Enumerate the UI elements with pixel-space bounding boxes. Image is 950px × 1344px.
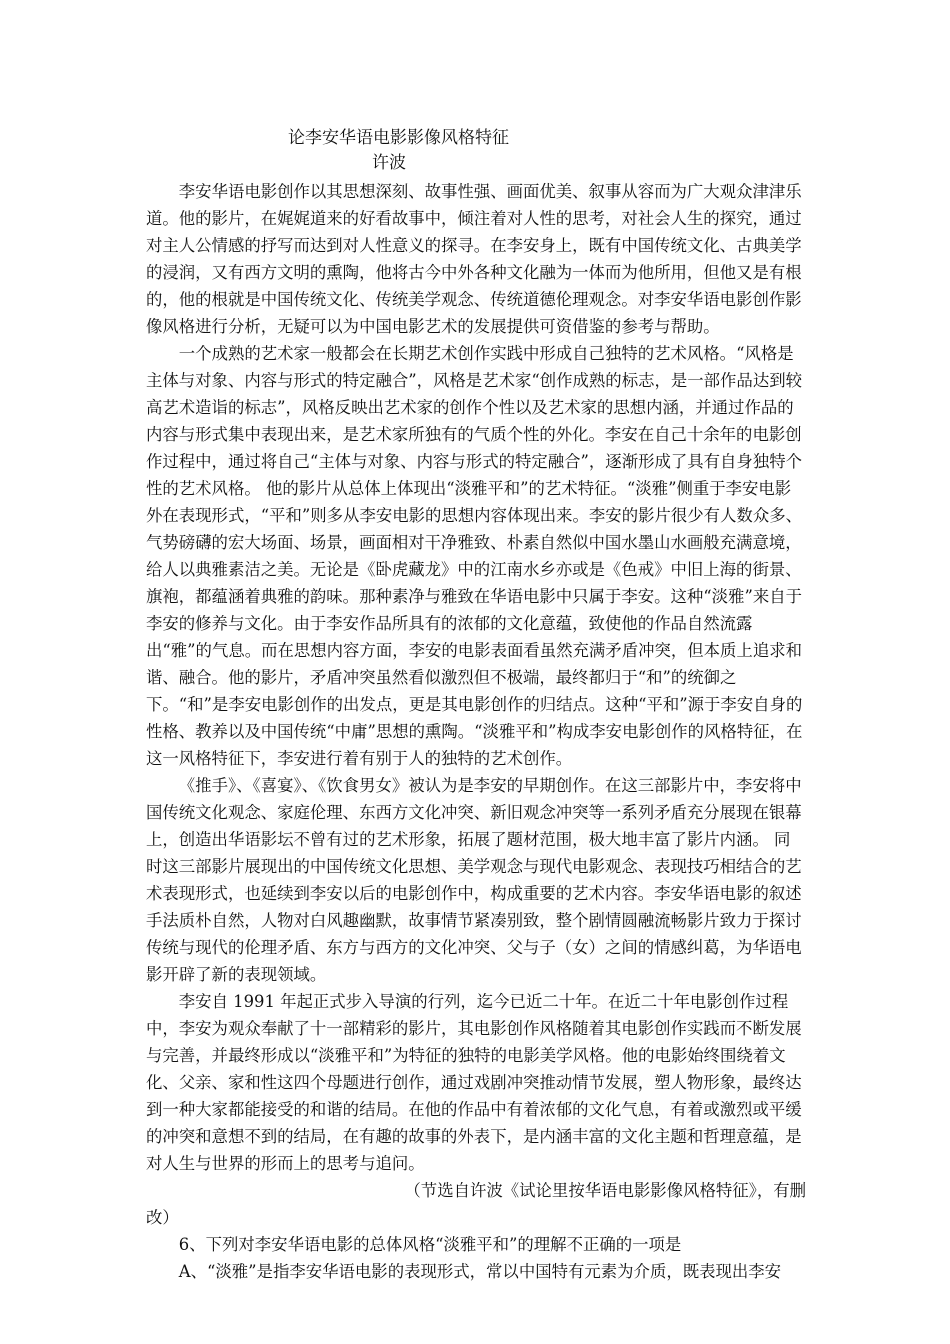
paragraph-2: 一个成熟的艺术家一般都会在长期艺术创作实践中形成自己独特的艺术风格。“风格是主体与对象、内容与形式的特定融合”，风格是艺术家“创作成熟的标志，是一部作品达到较高艺术造诣的标志”，风格反映出艺术家的创作个性以及艺术家的思想内涵，并通过作品的内容与形式集中表现出来，是艺术家所独有的气质个性的外化。李安在自己十余年的电影创作过程中，通过将自己“主体与对象、内容与形式的特定融合”，逐渐形成了具有自身独特个性的艺术风格。 他的影片从总体上体现出“淡雅平和”的艺术特征。“淡雅”侧重于李安电影外在表现形式，“平和”则多从李安电影的思想内容体现出来。李安的影片很少有人数众多、气势磅礴的宏大场面、场景，画面相对干净雅致、朴素自然似中国水墨山水画般充满意境，给人以典雅素洁之美。无论是《卧虎藏龙》中的江南水乡亦或是《色戒》中旧上海的街景、旗袍，都蕴涵着典雅的韵味。那种素净与雅致在华语电影中只属于李安。这种“淡雅”来自于李安的修养与文化。由于李安作品所具有的浓郁的文化意蕴，致使他的作品自然流露出“雅”的气息。而在思想内容方面，李安的电影表面看虽然充满矛盾冲突，但本质上追求和谐、融合。他的影片，矛盾冲突虽然看似激烈但不极端，最终都归于“和”的统御之下。“和”是李安电影创作的出发点，更是其电影创作的归结点。这种“平和”源于李安自身的性格、教养以及中国传统“中庸”思想的熏陶。“淡雅平和”构成李安电影创作的风格特征，在这一风格特征下，李安进行着有别于人的独特的艺术创作。	[146, 344, 803, 768]
article-body	[146, 178, 806, 1285]
source-note-continued: 改）	[146, 1208, 179, 1227]
paragraph-3: 《推手》、《喜宴》、《饮食男女》被认为是李安的早期创作。在这三部影片中，李安将中国传统文化观念、家庭伦理、东西方文化冲突、新旧观念冲突等一系列矛盾充分展现在银幕上，创造出华语影坛不曾有过的艺术形象，拓展了题材范围，极大地丰富了影片内涵。 同时这三部影片展现出的中国传统文化思想、美学观念与现代电影观念、表现技巧相结合的艺术表现形式，也延续到李安以后的电影创作中，构成重要的艺术内容。李安华语电影的叙述手法质朴自然，人物对白风趣幽默，故事情节紧凑别致，整个剧情圆融流畅影片致力于探讨传统与现代的伦理矛盾、东方与西方的文化冲突、父与子（女）之间的情感纠葛，为华语电影开辟了新的表现领域。	[146, 776, 802, 984]
option-a: A、“淡雅”是指李安华语电影的表现形式，常以中国特有元素为介质，既表现出李安	[178, 1262, 782, 1281]
source-note: （节选自许波《试论里按华语电影影像风格特征》，有删	[404, 1181, 806, 1200]
paragraph-1: 李安华语电影创作以其思想深刻、故事性强、画面优美、叙事从容而为广大观众津津乐道。他的影片，在娓娓道来的好看故事中，倾注着对人性的思考，对社会人生的探究，通过对主人公情感的抒写而达到对人性意义的探寻。在李安身上，既有中国传统文化、古典美学的浸润，又有西方文明的熏陶，他将古今中外各种文化融为一体而为他所用，但他又是有根的，他的根就是中国传统文化、传统美学观念、传统道德伦理观念。对李安华语电影创作影像风格进行分析，无疑可以为中国电影艺术的发展提供可资借鉴的参考与帮助。	[146, 182, 802, 336]
paragraph-4: 李安自 1991 年起正式步入导演的行列，迄今已近二十年。在近二十年电影创作过程中，李安为观众奉献了十一部精彩的影片，其电影创作风格随着其电影创作实践而不断发展与完善，并最终形成以“淡雅平和”为特征的独特的电影美学风格。他的电影始终围绕着文化、父亲、家和性这四个母题进行创作，通过戏剧冲突推动情节发展，塑人物形象，最终达到一种大家都能接受的和谐的结局。在他的作品中有着浓郁的文化气息，有着或激烈或平缓的冲突和意想不到的结局，在有趣的故事的外表下，是内涵丰富的文化主题和哲理意蕴，是对人生与世界的形而上的思考与追问。	[146, 992, 802, 1173]
article-author: 许波	[372, 153, 406, 173]
article-title: 论李安华语电影影像风格特征	[288, 128, 509, 148]
question-stem: 6、下列对李安华语电影的总体风格“淡雅平和”的理解不正确的一项是	[178, 1235, 682, 1254]
